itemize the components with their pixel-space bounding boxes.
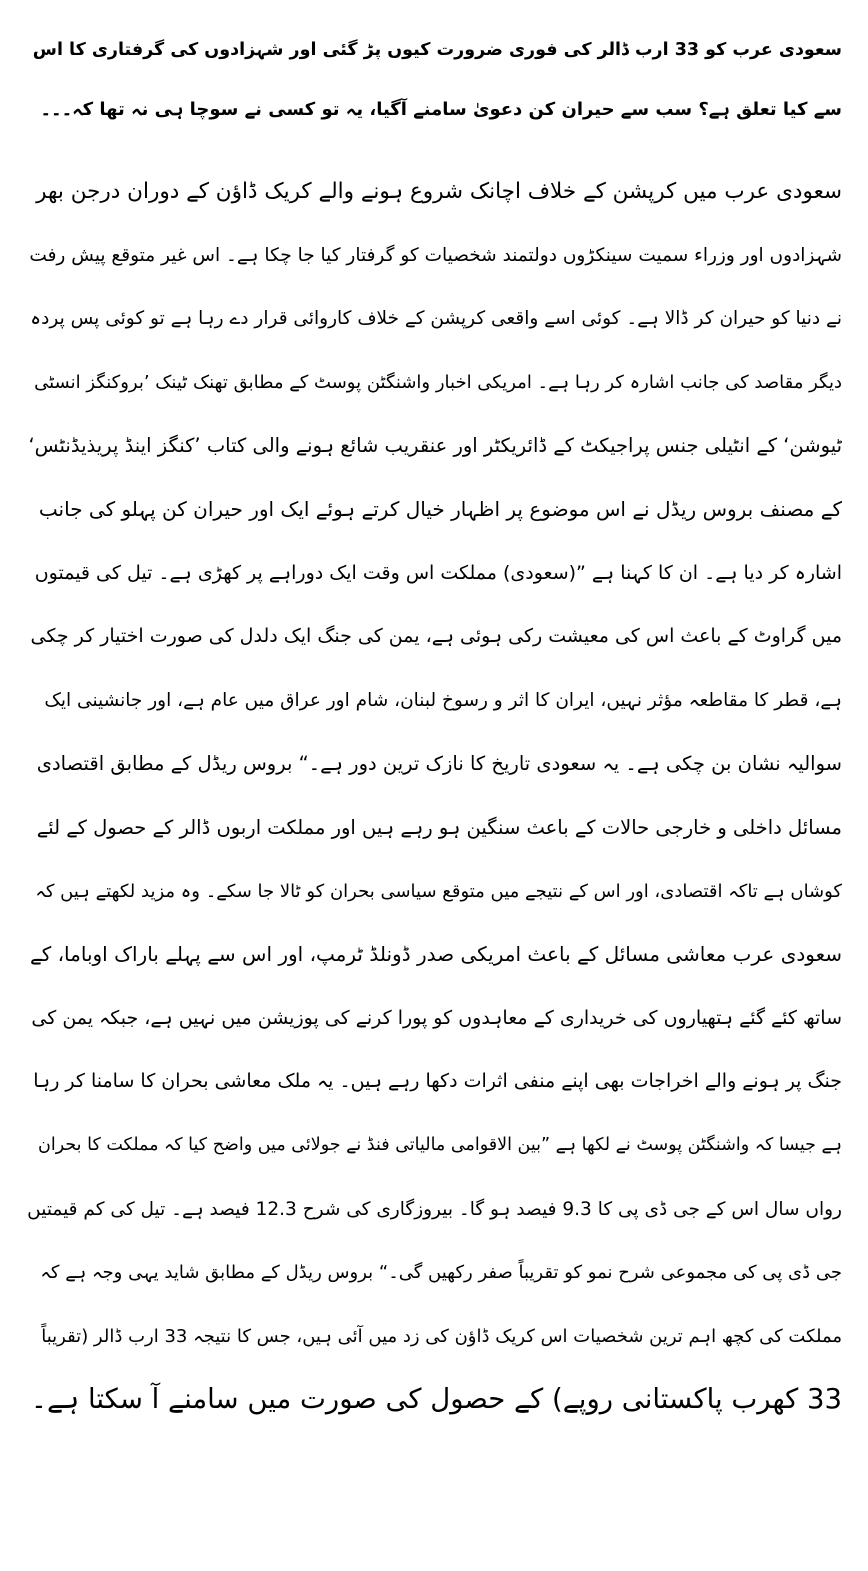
body-line: کوشاں ہے تاکہ اقتصادی، اور اس کے نتیجے میں متوقع سیاسی بحران کو ٹالا جا سکے۔ وہ مزید لکھتے ہیں کہ	[35, 880, 842, 902]
body-line: سوالیہ نشان بن چکی ہے۔ یہ سعودی تاریخ کا نازک ترین دور ہے۔“ بروس ریڈل کے مطابق اقتصادی	[36, 752, 842, 776]
headline-line: سے کیا تعلق ہے؟ سب سے حیران کن دعویٰ سامنے آگیا، یہ تو کسی نے سوچا ہی نہ تھا کہ۔۔۔	[40, 99, 842, 120]
body-line: ساتھ کئے گئے ہتھیاروں کی خریداری کے معاہدوں کو پورا کرنے کی پوزیشن میں نہیں ہے، جبکہ یمن کی	[31, 1006, 842, 1029]
body-line: میں گراوٹ کے باعث اس کی معیشت رکی ہوئی ہے، یمن کی جنگ ایک دلدل کی صورت اختیار کر چکی	[30, 625, 842, 648]
body-line: شہزادوں اور وزراء سمیت سینکڑوں دولتمند شخصیات کو گرفتار کیا جا چکا ہے۔ اس غیر متوقع پیش رفت	[29, 244, 842, 266]
headline-line: سعودی عرب کو 33 ارب ڈالر کی فوری ضرورت کیوں پڑ گئی اور شہزادوں کی گرفتاری کا اس	[32, 40, 842, 60]
body-line: نے دنیا کو حیران کر ڈالا ہے۔ کوئی اسے واقعی کرپشن کے خلاف کاروائی قرار دے رہا ہے تو کوئی پس پردہ	[30, 308, 842, 330]
article-body	[26, 160, 842, 1432]
body-line: ٹیوشن‘ کے انٹیلی جنس پراجیکٹ کے ڈائریکٹر اور عنقریب شائع ہونے والی کتاب ’کنگز اینڈ پریذیڈنٹس‘	[28, 434, 842, 458]
body-line: سعودی عرب معاشی مسائل کے باعث امریکی صدر ڈونلڈ ٹرمپ، اور اس سے پہلے باراک اوباما، کے	[29, 942, 842, 967]
body-line: جنگ پر ہونے والے اخراجات بھی اپنے منفی اثرات دکھا رہے ہیں۔ یہ ملک معاشی بحران کا سامنا کر رہا	[33, 1070, 842, 1093]
body-line: مسائل داخلی و خارجی حالات کے باعث سنگین ہو رہے ہیں اور مملکت اربوں ڈالر کے حصول کے لئے	[36, 815, 842, 839]
body-line: مملکت کی کچھ اہم ترین شخصیات اس کریک ڈاؤن کی زد میں آئی ہیں، جس کا نتیجہ 33 ارب ڈالر (تقریباً	[41, 1325, 842, 1347]
body-line: کے مصنف بروس ریڈل نے اس موضوع پر اظہار خیال کرتے ہوئے ایک اور حیران کن پہلو کی جانب	[38, 496, 842, 521]
body-line: رواں سال اس کے جی ڈی پی کا 9.3 فیصد ہو گا۔ بیروزگاری کی شرح 12.3 فیصد ہے۔ تیل کی کم قیمتیں	[27, 1198, 842, 1220]
body-line: جی ڈی پی کی مجموعی شرح نمو کو تقریباً صفر رکھیں گی۔“ بروس ریڈل کے مطابق شاید یہی وجہ ہے کہ	[40, 1262, 842, 1284]
article-headline	[26, 20, 842, 140]
body-line: ہے جیسا کہ واشنگٹن پوسٹ نے لکھا ہے ”بین الاقوامی مالیاتی فنڈ نے جولائی میں واضح کیا کہ مملکت کا بحران	[38, 1134, 842, 1155]
body-line: دیگر مقاصد کی جانب اشارہ کر رہا ہے۔ امریکی اخبار واشنگٹن پوسٹ کے مطابق تھنک ٹینک ’بروکنگز انسٹی	[34, 371, 842, 393]
body-line: سعودی عرب میں کرپشن کے خلاف اچانک شروع ہونے والے کریک ڈاؤن کے دوران درجن بھر	[36, 179, 842, 204]
body-line: ہے، قطر کا مقاطعہ مؤثر نہیں، ایران کا اثر و رسوخ لبنان، شام اور عراق میں عام ہے، اور جانشینی ایک	[44, 689, 842, 711]
body-line: اشارہ کر دیا ہے۔ ان کا کہنا ہے ”(سعودی) مملکت اس وقت ایک دوراہے پر کھڑی ہے۔ تیل کی قیمتوں	[34, 561, 842, 584]
body-line: 33 کھرب پاکستانی روپے) کے حصول کی صورت میں سامنے آ سکتا ہے۔	[30, 1383, 842, 1416]
